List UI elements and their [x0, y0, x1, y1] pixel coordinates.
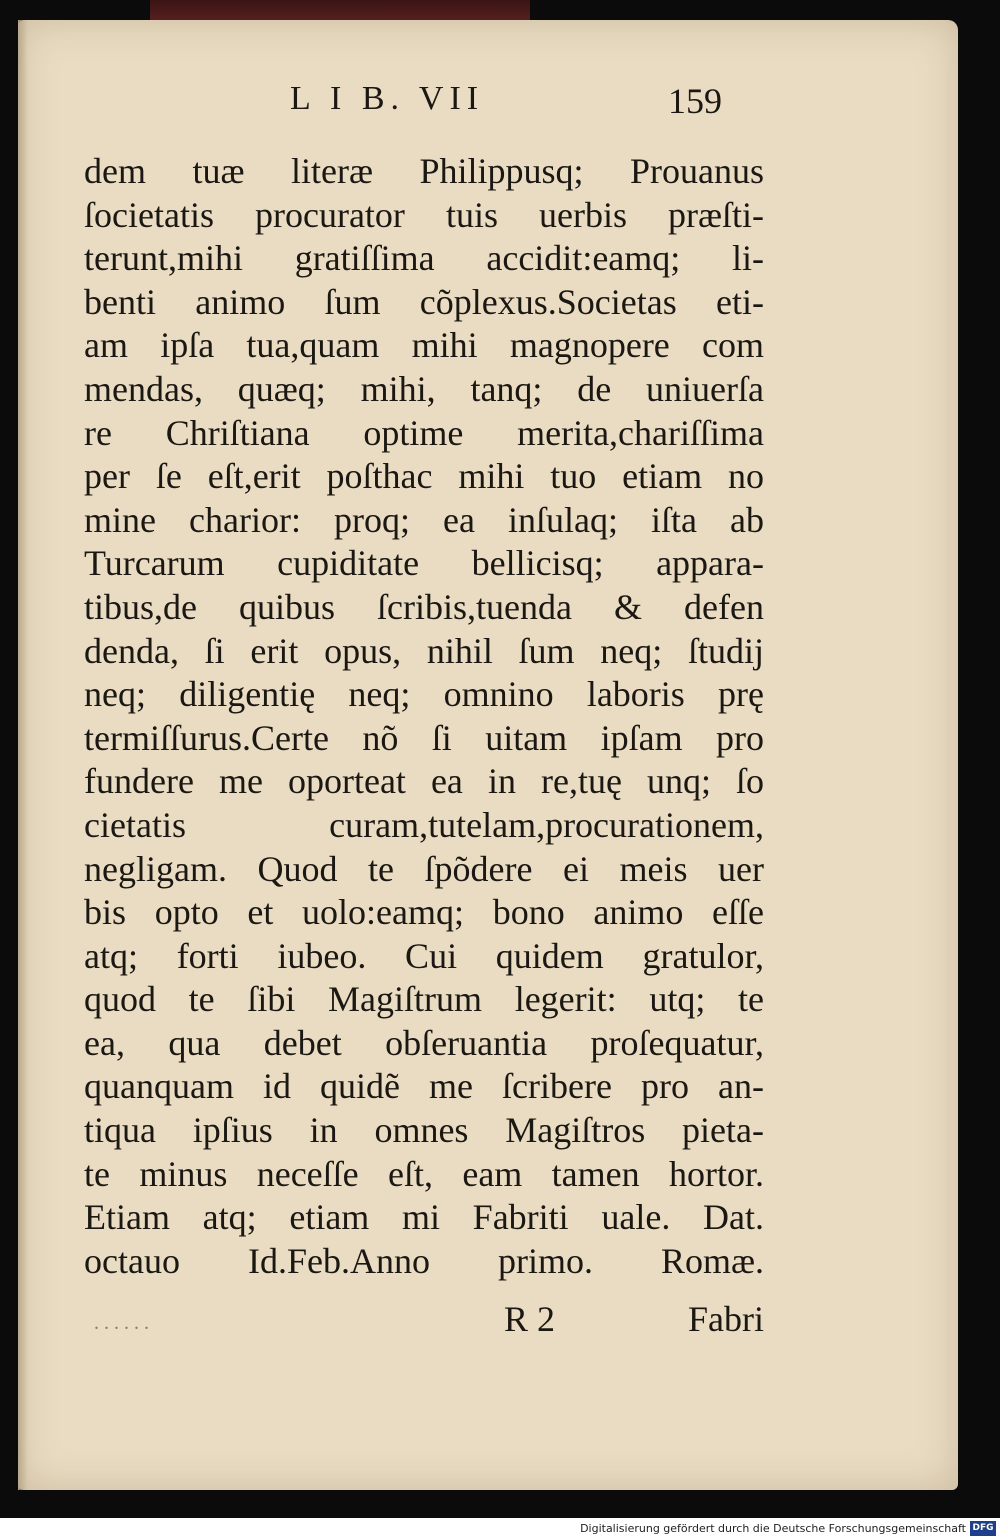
- text-line: neq; diligentię neq; omnino laboris prę: [84, 674, 764, 715]
- text-line: atq; forti iubeo. Cui quidem gratulor,: [84, 935, 764, 976]
- text-line: benti animo ſum cõplexus.Societas eti-: [84, 281, 764, 322]
- text-line: cietatis curam,tutelam,procurationem,: [84, 804, 764, 845]
- page-gutter-shadow: [18, 20, 28, 1490]
- signature-mark: R 2: [504, 1299, 556, 1339]
- text-line: per ſe eſt,erit poſthac mihi tuo etiam no: [84, 456, 764, 497]
- text-line: fundere me oporteat ea in re,tuę unq; ſo: [84, 761, 764, 802]
- dfg-logo-icon: DFG: [970, 1521, 996, 1536]
- text-line: mendas, quæq; mihi, tanq; de uniuerſa: [84, 368, 764, 409]
- text-line: denda, ſi erit opus, nihil ſum neq; ſtudij: [84, 630, 764, 671]
- catchword: Fabri: [688, 1299, 764, 1339]
- text-line: mine charior: proq; ea inſulaq; iſta ab: [84, 499, 764, 540]
- page-number: 159: [668, 81, 722, 121]
- digitization-credit: Digitalisierung gefördert durch die Deutsche Forschungsgemeinschaft: [580, 1522, 966, 1535]
- text-line: ea, qua debet obſeruantia proſequatur,: [84, 1022, 764, 1063]
- text-line: tiqua ipſius in omnes Magiſtros pieta-: [84, 1110, 764, 1151]
- text-line: am ipſa tua,quam mihi magnopere com: [84, 325, 764, 366]
- body-text: [84, 150, 764, 1283]
- text-line: tibus,de quibus ſcribis,tuenda & defen: [84, 586, 764, 627]
- text-line: Turcarum cupiditate bellicisq; appara-: [84, 543, 764, 584]
- text-line: bis opto et uolo:eamq; bono animo eſſe: [84, 892, 764, 933]
- text-line: ſocietatis procurator tuis uerbis præſti-: [84, 194, 764, 235]
- text-line: re Chriſtiana optime merita,chariſſima: [84, 412, 764, 453]
- text-line: negligam. Quod te ſpõdere ei meis uer: [84, 848, 764, 889]
- decorative-dots: . . . . . .: [94, 1312, 149, 1334]
- text-line: te minus neceſſe eſt, eam tamen hortor.: [84, 1153, 764, 1194]
- text-line: octauo Id.Feb.Anno primo. Romæ.: [84, 1240, 764, 1281]
- catchword-row: [84, 1298, 764, 1342]
- text-line: termiſſurus.Certe nõ ſi uitam ipſam pro: [84, 717, 764, 758]
- running-head: L I B. VII: [290, 80, 485, 117]
- text-line: quanquam id quidẽ me ſcribere pro an-: [84, 1066, 764, 1107]
- text-line: Etiam atq; etiam mi Fabriti uale. Dat.: [84, 1197, 764, 1238]
- text-line: terunt,mihi gratiſſima accidit:eamq; li-: [84, 238, 764, 279]
- text-line: dem tuæ literæ Philippusq; Prouanus: [84, 151, 764, 191]
- text-line: quod te ſibi Magiſtrum legerit: utq; te: [84, 979, 764, 1020]
- book-edge: [150, 0, 530, 22]
